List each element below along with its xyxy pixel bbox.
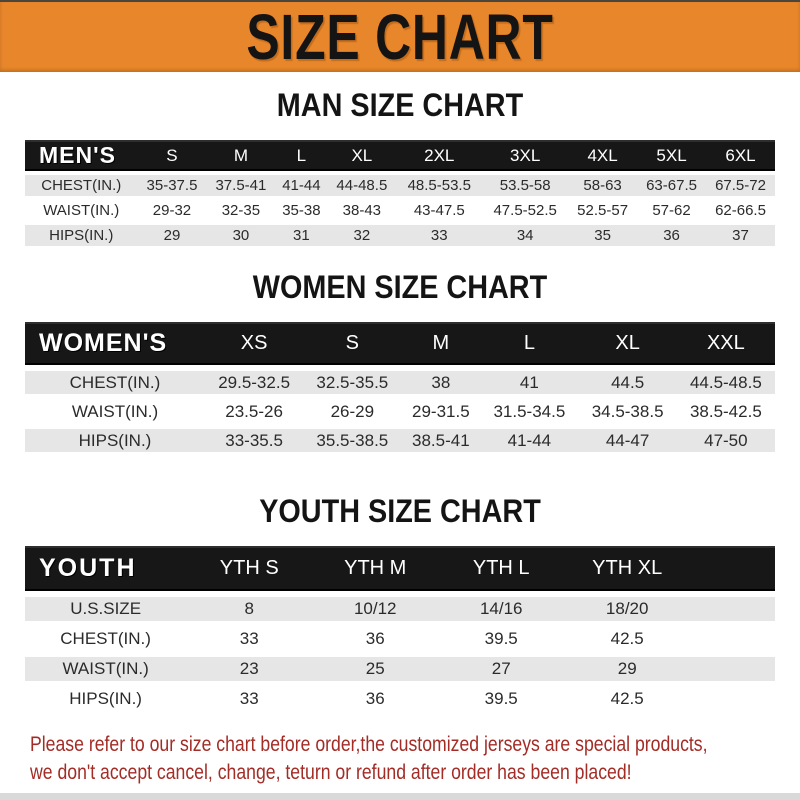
section-heading-youth: YOUTH SIZE CHART <box>259 493 541 529</box>
size-value: 36 <box>312 687 438 711</box>
column-header: 3XL <box>482 140 568 171</box>
size-value: 42.5 <box>564 627 690 651</box>
size-value: 31 <box>275 225 327 246</box>
size-value: 29.5-32.5 <box>205 371 303 394</box>
column-header: M <box>206 140 275 171</box>
empty-cell <box>690 597 775 621</box>
row-label: U.S.SIZE <box>25 597 186 621</box>
size-value: 29 <box>138 225 207 246</box>
measurement-row <box>25 597 775 621</box>
row-label: CHEST(IN.) <box>25 371 205 394</box>
column-header: 4XL <box>568 140 637 171</box>
table-group-label: YOUTH <box>25 546 186 591</box>
size-value: 35 <box>568 225 637 246</box>
column-header: S <box>138 140 207 171</box>
column-header: M <box>401 322 480 365</box>
size-value: 35-38 <box>275 200 327 221</box>
table-group-label: WOMEN'S <box>25 322 205 365</box>
measurement-row <box>25 225 775 246</box>
size-value: 38.5-42.5 <box>677 400 775 423</box>
section-women <box>0 270 800 458</box>
size-value: 44.5 <box>579 371 677 394</box>
notice-line-2: we don't accept cancel, change, teturn or refund after order has been placed! <box>30 761 632 784</box>
size-value: 39.5 <box>438 687 564 711</box>
size-value: 47-50 <box>677 429 775 452</box>
table-header-row <box>25 546 775 591</box>
size-value: 23 <box>186 657 312 681</box>
empty-header-cell <box>690 546 775 591</box>
size-value: 35.5-38.5 <box>303 429 401 452</box>
size-value: 58-63 <box>568 175 637 196</box>
column-header: XS <box>205 322 303 365</box>
size-value: 53.5-58 <box>482 175 568 196</box>
column-header: XXL <box>677 322 775 365</box>
size-value: 39.5 <box>438 627 564 651</box>
section-heading-men: MAN SIZE CHART <box>276 87 524 123</box>
page-title: SIZE CHART <box>246 1 554 73</box>
size-value: 57-62 <box>637 200 706 221</box>
column-header: XL <box>327 140 396 171</box>
row-label: HIPS(IN.) <box>25 429 205 452</box>
size-value: 30 <box>206 225 275 246</box>
size-value: 8 <box>186 597 312 621</box>
measurement-row <box>25 200 775 221</box>
size-value: 29-31.5 <box>401 400 480 423</box>
size-value: 36 <box>312 627 438 651</box>
row-label: CHEST(IN.) <box>25 175 138 196</box>
section-men <box>0 88 800 250</box>
row-label: HIPS(IN.) <box>25 225 138 246</box>
banner <box>0 0 800 72</box>
bottom-edge-strip <box>0 793 800 800</box>
size-value: 31.5-34.5 <box>480 400 578 423</box>
size-value: 29-32 <box>138 200 207 221</box>
size-value: 38 <box>401 371 480 394</box>
footer-notice <box>0 731 800 787</box>
size-value: 10/12 <box>312 597 438 621</box>
row-label: WAIST(IN.) <box>25 400 205 423</box>
size-value: 63-67.5 <box>637 175 706 196</box>
size-value: 47.5-52.5 <box>482 200 568 221</box>
size-value: 26-29 <box>303 400 401 423</box>
size-value: 43-47.5 <box>396 200 482 221</box>
size-value: 35-37.5 <box>138 175 207 196</box>
size-value: 44-47 <box>579 429 677 452</box>
measurement-row <box>25 371 775 394</box>
notice-line-1: Please refer to our size chart before order,the customized jerseys are special products, <box>30 733 708 756</box>
measurement-row <box>25 429 775 452</box>
measurement-row <box>25 175 775 196</box>
size-value: 48.5-53.5 <box>396 175 482 196</box>
women-size-table <box>25 316 775 458</box>
table-group-label: MEN'S <box>25 140 138 171</box>
measurement-row <box>25 657 775 681</box>
size-value: 29 <box>564 657 690 681</box>
size-value: 44.5-48.5 <box>677 371 775 394</box>
size-value: 38-43 <box>327 200 396 221</box>
size-value: 33-35.5 <box>205 429 303 452</box>
measurement-row <box>25 400 775 423</box>
size-value: 33 <box>186 627 312 651</box>
table-header-row <box>25 322 775 365</box>
size-value: 33 <box>396 225 482 246</box>
size-value: 25 <box>312 657 438 681</box>
column-header: YTH XL <box>564 546 690 591</box>
size-value: 52.5-57 <box>568 200 637 221</box>
measurement-row <box>25 687 775 711</box>
size-value: 38.5-41 <box>401 429 480 452</box>
size-value: 32-35 <box>206 200 275 221</box>
size-value: 37.5-41 <box>206 175 275 196</box>
size-value: 41-44 <box>275 175 327 196</box>
column-header: S <box>303 322 401 365</box>
section-heading-women: WOMEN SIZE CHART <box>252 269 548 305</box>
measurement-row <box>25 627 775 651</box>
section-youth <box>0 494 800 717</box>
column-header: YTH S <box>186 546 312 591</box>
men-size-table <box>25 136 775 250</box>
column-header: XL <box>579 322 677 365</box>
row-label: CHEST(IN.) <box>25 627 186 651</box>
column-header: YTH L <box>438 546 564 591</box>
size-value: 33 <box>186 687 312 711</box>
column-header: L <box>275 140 327 171</box>
size-value: 32.5-35.5 <box>303 371 401 394</box>
size-value: 44-48.5 <box>327 175 396 196</box>
size-value: 32 <box>327 225 396 246</box>
size-value: 14/16 <box>438 597 564 621</box>
empty-cell <box>690 627 775 651</box>
size-value: 67.5-72 <box>706 175 775 196</box>
size-value: 42.5 <box>564 687 690 711</box>
size-value: 23.5-26 <box>205 400 303 423</box>
column-header: 5XL <box>637 140 706 171</box>
empty-cell <box>690 687 775 711</box>
size-value: 34.5-38.5 <box>579 400 677 423</box>
size-value: 36 <box>637 225 706 246</box>
youth-size-table <box>25 540 775 717</box>
empty-cell <box>690 657 775 681</box>
size-value: 37 <box>706 225 775 246</box>
table-header-row <box>25 140 775 171</box>
column-header: 2XL <box>396 140 482 171</box>
column-header: YTH M <box>312 546 438 591</box>
row-label: WAIST(IN.) <box>25 657 186 681</box>
row-label: WAIST(IN.) <box>25 200 138 221</box>
size-value: 41 <box>480 371 578 394</box>
row-label: HIPS(IN.) <box>25 687 186 711</box>
size-value: 27 <box>438 657 564 681</box>
size-value: 18/20 <box>564 597 690 621</box>
size-value: 34 <box>482 225 568 246</box>
size-value: 62-66.5 <box>706 200 775 221</box>
size-value: 41-44 <box>480 429 578 452</box>
column-header: 6XL <box>706 140 775 171</box>
column-header: L <box>480 322 578 365</box>
